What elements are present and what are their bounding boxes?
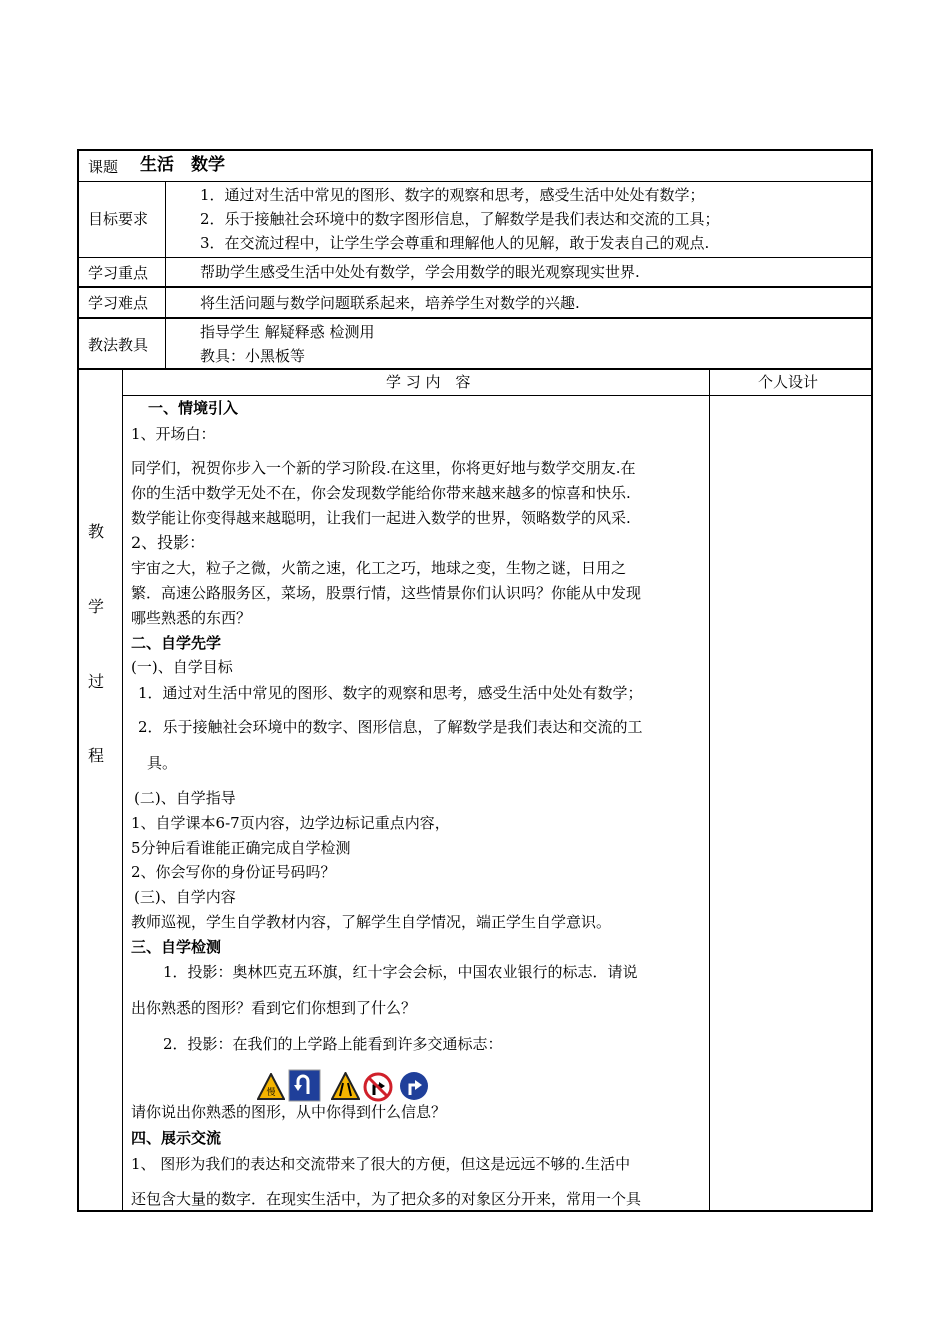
content-line: 1．投影：奥林匹克五环旗，红十字会会标，中国农业银行的标志．请说 — [163, 963, 638, 981]
turn-right-sign-icon — [399, 1071, 429, 1101]
row-divider — [79, 368, 871, 370]
row-divider — [79, 286, 871, 288]
content-line: (二)、自学指导 — [134, 789, 236, 807]
content-line: 2、你会写你的身份证号码吗？ — [131, 863, 336, 881]
row-divider — [79, 317, 871, 319]
topic-title: 生活 数学 — [140, 155, 225, 175]
side-label-char: 学 — [88, 597, 105, 616]
personal-column-header: 个人设计 — [758, 373, 819, 391]
content-line: 哪些熟悉的东西？ — [131, 609, 252, 627]
key-text: 帮助学生感受生活中处处有数学，学会用数学的眼光观察现实世界. — [200, 263, 640, 281]
content-line: 出你熟悉的图形？看到它们你想到了什么？ — [131, 999, 417, 1017]
road-warning-sign-icon — [331, 1072, 360, 1100]
content-line: 1、开场白： — [131, 425, 216, 443]
column-divider — [709, 368, 710, 1212]
difficulty-text: 将生活问题与数学问题联系起来，培养学生对数学的兴趣. — [200, 294, 580, 312]
row-divider — [122, 395, 871, 396]
column-divider — [122, 368, 123, 1212]
no-right-turn-sign-icon — [363, 1072, 393, 1102]
content-line: 你的生活中数学无处不在，你会发现数学能给你带来越来越多的惊喜和快乐. — [131, 484, 631, 502]
side-label-char: 过 — [88, 672, 105, 691]
content-line: (一)、自学目标 — [131, 658, 233, 676]
content-line: 1、 图形为我们的表达和交流带来了很大的方便，但这是远远不够的.生活中 — [131, 1155, 631, 1173]
slow-warning-sign-icon — [257, 1073, 285, 1100]
content-line: 2．投影：在我们的上学路上能看到许多交通标志： — [163, 1035, 503, 1053]
section-title: 三、自学检测 — [131, 938, 222, 956]
content-line: 宇宙之大，粒子之微，火箭之速，化工之巧，地球之变，生物之谜，日用之 — [131, 559, 627, 577]
sign-text: 慢 — [266, 1088, 276, 1098]
difficulty-label: 学习难点 — [88, 294, 149, 312]
goal-item: 1．通过对生活中常见的图形、数字的观察和思考，感受生活中处处有数学； — [200, 186, 705, 204]
content-line: 2、投影： — [131, 533, 206, 552]
content-line: 数学能让你变得越来越聪明，让我们一起进入数学的世界，领略数学的风采. — [131, 509, 631, 527]
method-line: 指导学生 解疑释惑 检测用 — [200, 323, 375, 341]
row-divider — [79, 181, 871, 182]
content-line: 还包含大量的数字．在现实生活中，为了把众多的对象区分开来，常用一个具 — [131, 1190, 642, 1208]
content-line: 2．乐于接触社会环境中的数字、图形信息，了解数学是我们表达和交流的工 — [138, 718, 643, 736]
method-label: 教法教具 — [88, 336, 149, 354]
section-title: 四、展示交流 — [131, 1129, 222, 1147]
section-title: 二、自学先学 — [131, 634, 222, 652]
side-label-char: 程 — [88, 746, 105, 765]
u-turn-sign-icon — [288, 1069, 321, 1102]
content-column-header: 学 习 内 容 — [386, 373, 471, 391]
content-line: 1．通过对生活中常见的图形、数字的观察和思考，感受生活中处处有数学； — [138, 684, 643, 702]
goal-item: 3．在交流过程中，让学生学会尊重和理解他人的见解，敢于发表自己的观点. — [200, 234, 710, 252]
section-title: 一、情境引入 — [148, 399, 239, 417]
row-divider — [79, 257, 871, 258]
side-label-char: 教 — [88, 522, 105, 541]
content-line: 教师巡视，学生自学教材内容，了解学生自学情况，端正学生自学意识。 — [131, 913, 612, 931]
content-line: 繁．高速公路服务区，菜场，股票行情，这些情景你们认识吗？你能从中发现 — [131, 584, 642, 602]
content-line: 同学们，祝贺你步入一个新的学习阶段.在这里，你将更好地与数学交朋友.在 — [131, 459, 636, 477]
content-line: 具。 — [147, 754, 178, 772]
method-line: 教具：小黑板等 — [200, 347, 306, 365]
goal-item: 2．乐于接触社会环境中的数字图形信息，了解数学是我们表达和交流的工具； — [200, 210, 720, 228]
content-line: 1、自学课本6-7页内容，边学边标记重点内容， — [131, 814, 450, 832]
content-line: (三)、自学内容 — [134, 888, 236, 906]
key-label: 学习重点 — [88, 264, 149, 282]
content-line: 5分钟后看谁能正确完成自学检测 — [131, 839, 351, 857]
column-divider — [165, 181, 166, 368]
content-line: 请你说出你熟悉的图形，从中你得到什么信息？ — [131, 1103, 447, 1121]
topic-label: 课题 — [88, 158, 119, 176]
goals-label: 目标要求 — [88, 210, 149, 228]
